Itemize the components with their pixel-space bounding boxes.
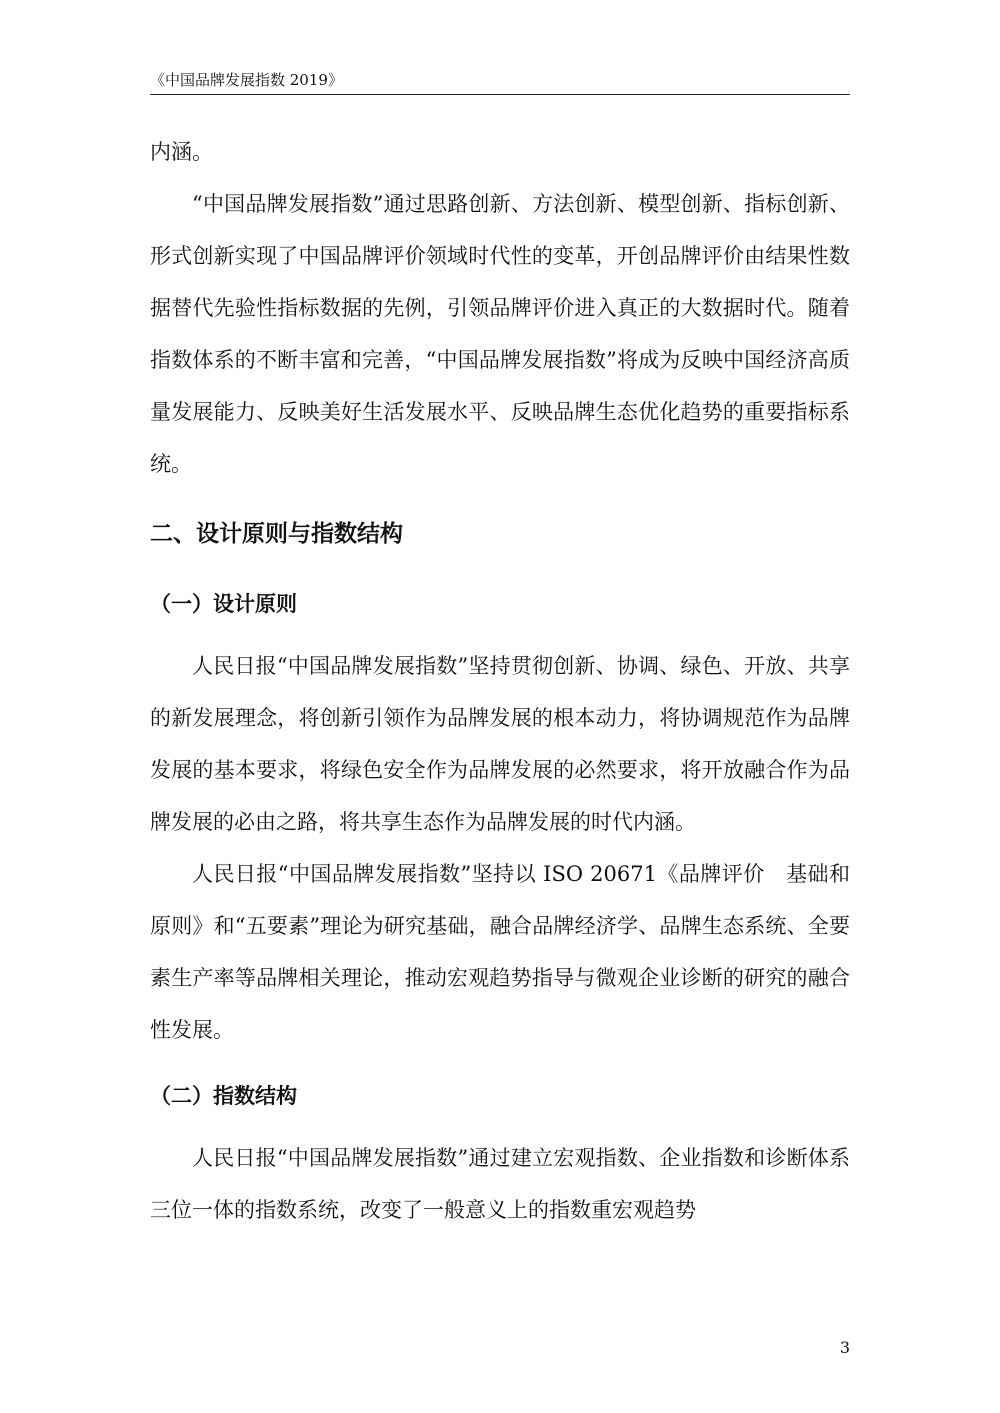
paragraph: 人民日报“中国品牌发展指数”坚持贯彻创新、协调、绿色、开放、共享的新发展理念，将创新引领作为品牌发展的根本动力，将协调规范作为品牌发展的基本要求，将绿色安全作为品牌发展的必然要求，将开放融合作为品牌发展的必由之路，将共享生态作为品牌发展的时代内涵。 xyxy=(150,654,850,834)
paragraph: 人民日报“中国品牌发展指数”通过建立宏观指数、企业指数和诊断体系三位一体的指数系统，改变了一般意义上的指数重宏观趋势 xyxy=(150,1146,850,1222)
paragraph: 人民日报“中国品牌发展指数”坚持以 ISO 20671《品牌评价 基础和原则》和“五要素”理论为研究基础，融合品牌经济学、品牌生态系统、全要素生产率等品牌相关理论，推动宏观趋势指导与微观企业诊断的研究的融合性发展。 xyxy=(150,862,850,1042)
document-body xyxy=(150,126,850,1236)
page-number: 3 xyxy=(839,1338,851,1357)
paragraph: 内涵。 xyxy=(150,140,213,164)
subsection-heading-design-principles: （一）设计原则 xyxy=(150,592,297,616)
running-header: 《中国品牌发展指数 2019》 xyxy=(150,70,850,95)
paragraph: “中国品牌发展指数”通过思路创新、方法创新、模型创新、指标创新、形式创新实现了中国品牌评价领域时代性的变革，开创品牌评价由结果性数据替代先验性指标数据的先例，引领品牌评价进入真正的大数据时代。随着指数体系的不断丰富和完善，“中国品牌发展指数”将成为反映中国经济高质量发展能力、反映美好生活发展水平、反映品牌生态优化趋势的重要指标系统。 xyxy=(150,192,850,476)
section-heading: 二、设计原则与指数结构 xyxy=(150,521,403,547)
subsection-heading-index-structure: （二）指数结构 xyxy=(150,1084,297,1108)
